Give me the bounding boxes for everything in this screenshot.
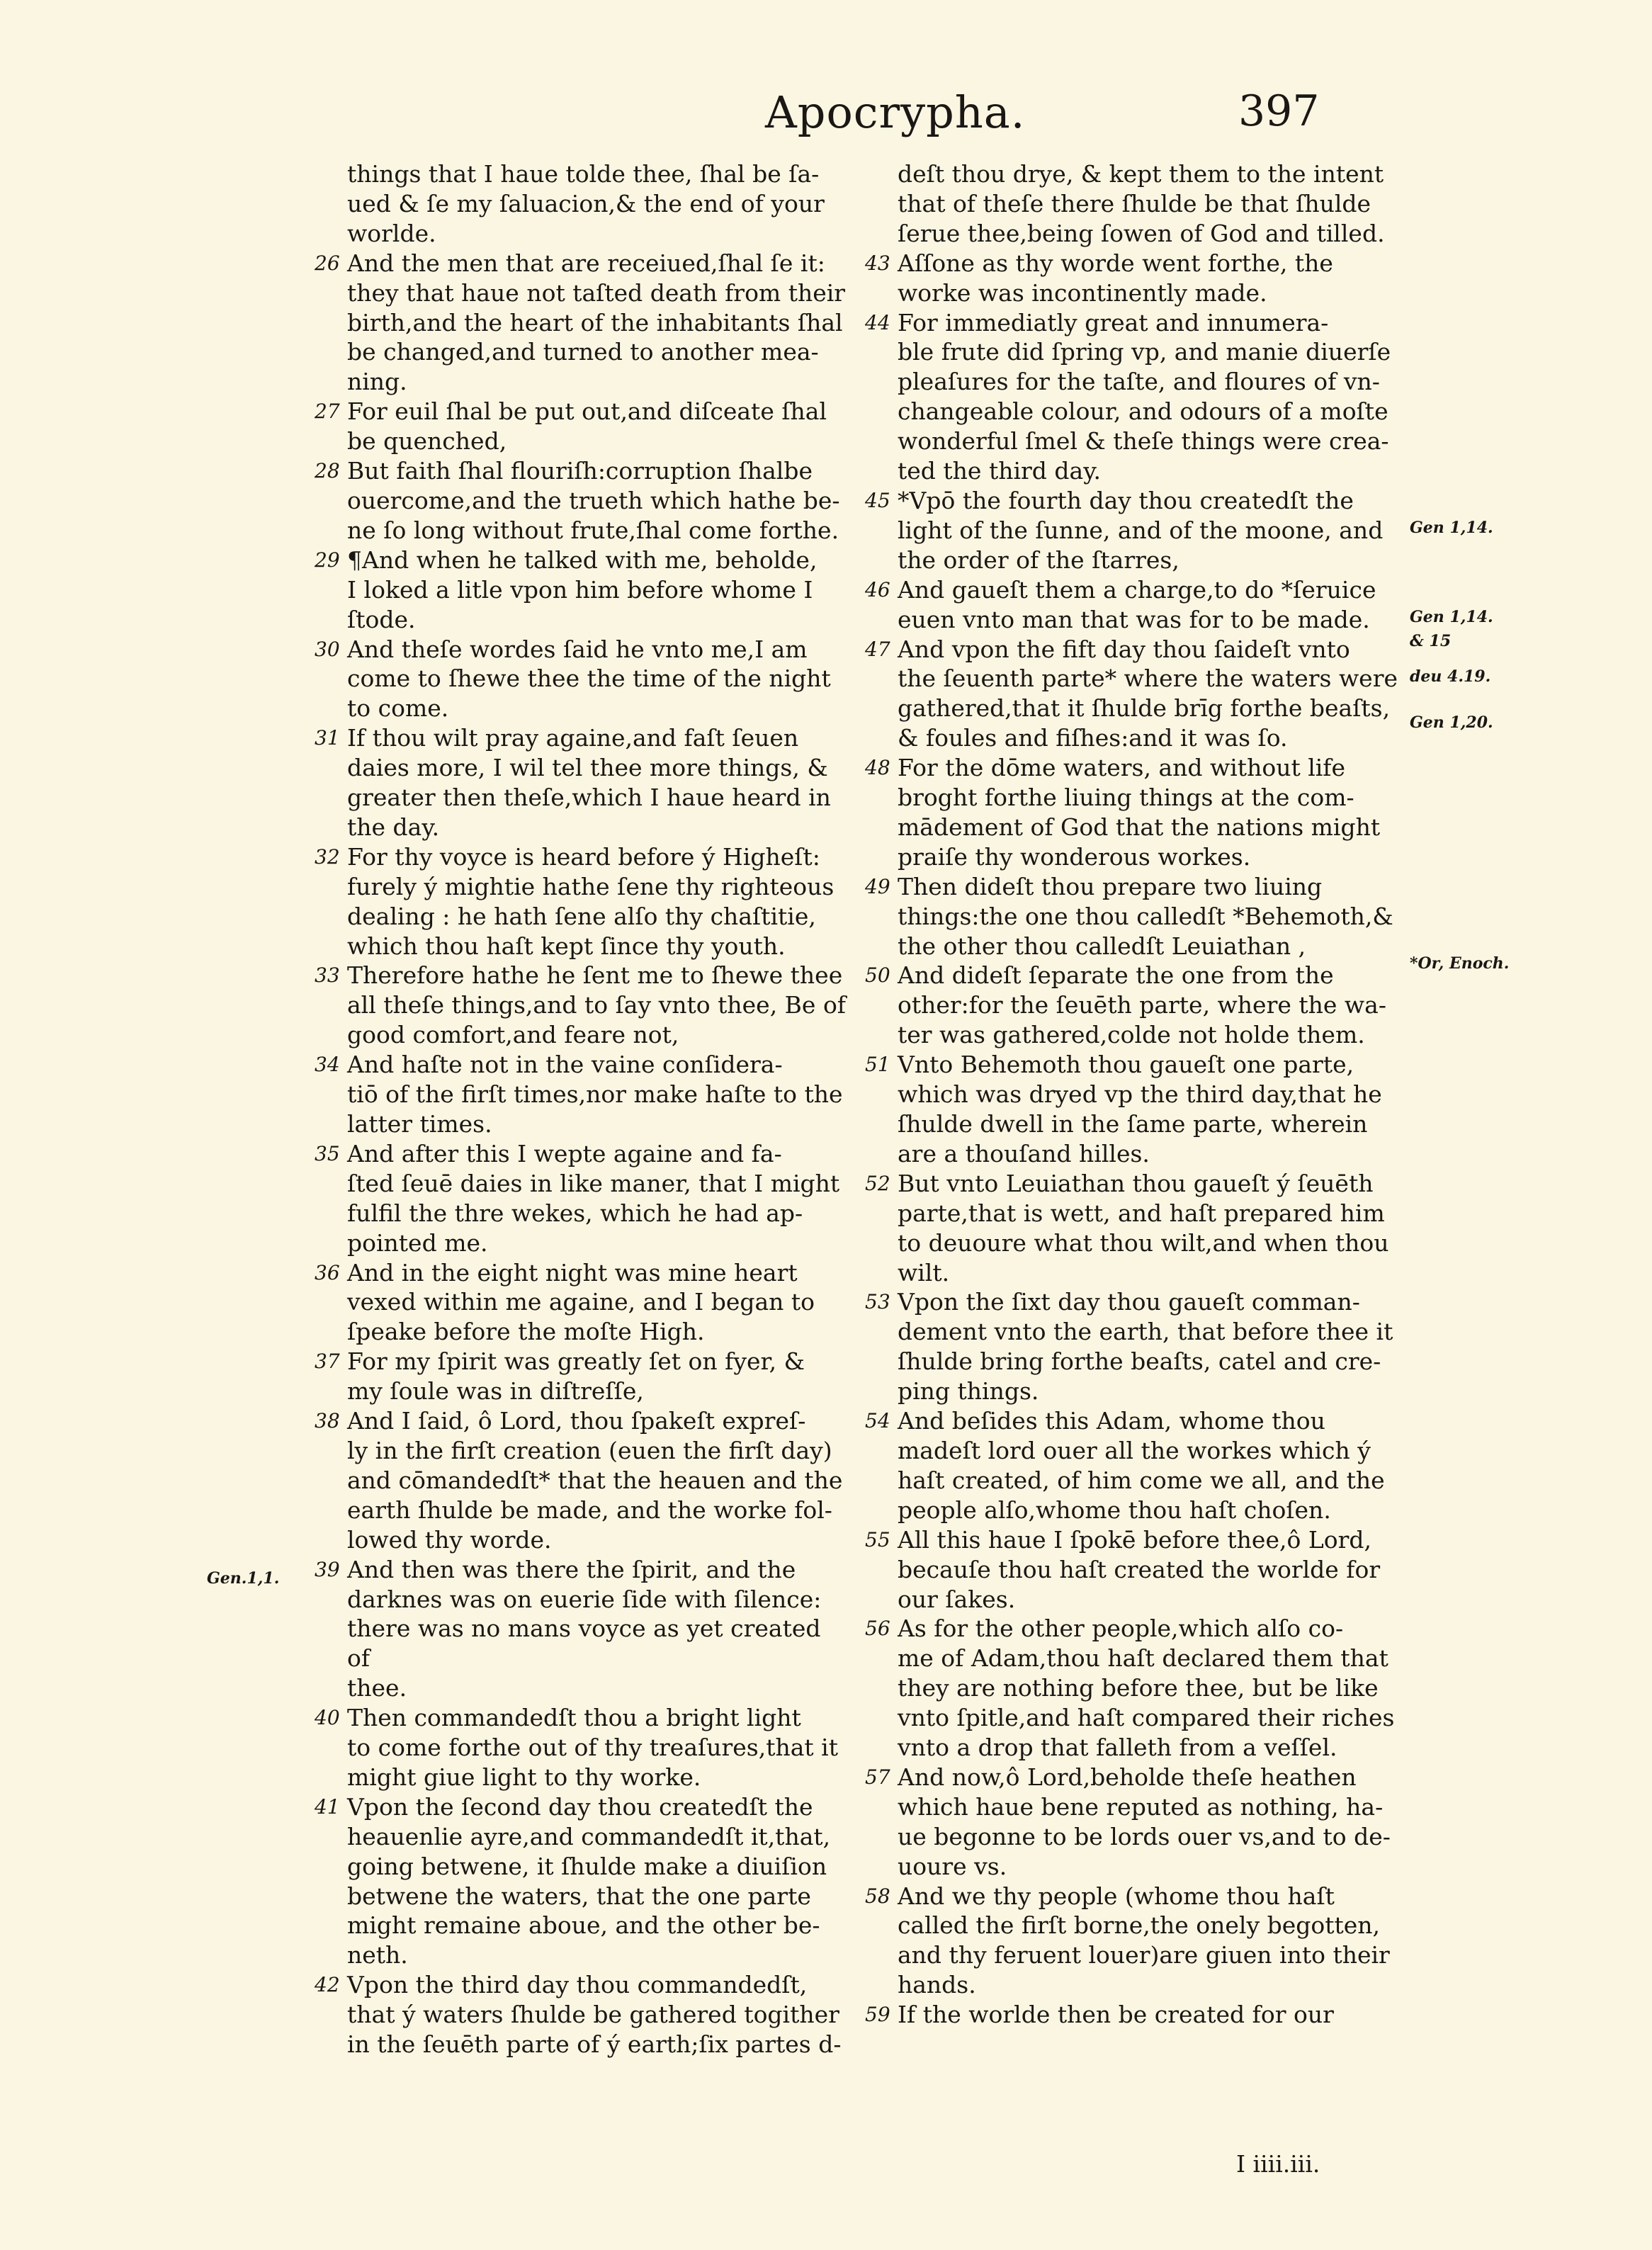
verse [315, 1406, 849, 1555]
verse-text: As for the other people,which alſo co- me of Adam,thou haſt declared them that they are nothing before thee, but be like vnto ſpitle,and haſt compared their riches vnto a drop that falleth from a veſſel. [898, 1615, 1395, 1762]
signature-mark: I iiii.iii. [1236, 2150, 1320, 2178]
verse-number: 34 [315, 1053, 340, 1077]
verse [875, 159, 1399, 249]
verse-number: 33 [315, 963, 340, 988]
verse-text: Vpon the ſecond day thou createdſt the heauenlie ayre,and commandedſt it,that, going betwene, it ſhulde make a diuiſion betwene the waters, that the one parte might remaine aboue, and the other be- neth. [347, 1792, 831, 1969]
verse-text: And now,ô Lord,beholde theſe heathen which haue bene reputed as nothing, ha- ue begonne to be lords ouer vs,and to de- uoure vs. [898, 1763, 1391, 1880]
verse-number: 32 [315, 844, 340, 869]
right-column [865, 159, 1399, 2030]
verse [315, 635, 849, 724]
verse [324, 159, 849, 249]
verse-number: 40 [315, 1706, 340, 1730]
page-header [0, 86, 1652, 143]
verse-text: Then dideſt thou prepare two liuing things:the one thou calledſt *Behemoth,& the other thou calledſt Leuiathan , [898, 872, 1393, 960]
verse-text: If thou wilt pray againe,and faſt ſeuen daies more, I wil tel thee more things, & greater then theſe,which I haue heard in the day. [347, 724, 831, 841]
verse-number: 26 [315, 251, 340, 275]
verse-text: And beſides this Adam, whome thou madeſt lord ouer all the workes which ý haſt created, of him come we all, and the people alſo,whome thou haſt choſen. [898, 1407, 1385, 1524]
verse [865, 961, 1399, 1050]
verse-number: 50 [865, 963, 890, 988]
verse-text: For immediatly great and innumera- ble frute did ſpring vp, and manie diuerſe pleaſures for the taſte, and floures of vn- changeable colour, and odours of a moſte wonderful ſmel & theſe things were crea- ted the third day. [898, 308, 1391, 485]
verse [315, 545, 849, 635]
verse-number: 44 [865, 310, 890, 334]
verse-number: 38 [315, 1409, 340, 1433]
verse [315, 397, 849, 456]
verse [865, 1287, 1399, 1406]
margin-note-deu: deu 4.19. [1410, 667, 1491, 686]
verse-text: ¶And when he talked with me, beholde, I loked a litle vpon him before whome I ſtode. [347, 545, 817, 633]
verse-number: 46 [865, 577, 890, 601]
verse-text: Aſſone as thy worde went forthe, the worke was incontinently made. [898, 249, 1333, 307]
margin-note-et: & 15 [1410, 632, 1452, 650]
margin-note-gen-1-14: Gen 1,14. [1410, 519, 1493, 537]
verse [865, 1763, 1399, 1882]
verse-number: 28 [315, 459, 340, 483]
verse-text: And vpon the fift day thou ſaideſt vnto the ſeuenth parte* where the waters were gathered,that it ſhulde brīg forthe beaſts, & foules and fiſhes:and it was ſo. [898, 635, 1398, 752]
verse [865, 1050, 1399, 1169]
margin-note-or-enoch: *Or, Enoch. [1410, 954, 1510, 973]
verse-number: 47 [865, 637, 890, 661]
left-column [315, 159, 849, 2059]
verse-text: For euil ſhal be put out,and diſceate ſhal be quenched, [347, 397, 827, 456]
verse-text: And I ſaid, ô Lord, thou ſpakeſt expreſ- ly in the firſt creation (euen the firſt day) and cōmandedſt* that the heauen and the earth ſhulde be made, and the worke fol- lowed thy worde. [347, 1407, 843, 1554]
verse-number: 36 [315, 1260, 340, 1284]
verse [865, 1169, 1399, 1288]
verse-number: 43 [865, 251, 890, 275]
verse-text: All this haue I ſpokē before thee,ô Lord, becauſe thou haſt created the worlde for our ſakes. [898, 1525, 1381, 1613]
verse-text: And in the eight night was mine heart vexed within me againe, and I began to ſpeake before the moſte High. [347, 1258, 815, 1346]
verse-number: 30 [315, 637, 340, 661]
verse-text: And we thy people (whome thou haſt called the firſt borne,the onely begotten, and thy feruent louer)are giuen into their hands. [898, 1882, 1390, 1999]
verse-text: But vnto Leuiathan thou gaueſt ý ſeuēth parte,that is wett, and haſt prepared him to deuoure what thou wilt,and when thou wilt. [898, 1169, 1389, 1287]
verse [865, 1882, 1399, 2001]
verse-number: 41 [315, 1794, 340, 1819]
verse [315, 1258, 849, 1347]
verse-number: 52 [865, 1171, 890, 1195]
verse-text: And theſe wordes ſaid he vnto me,I am come to ſhewe thee the time of the night to come. [347, 635, 831, 723]
margin-note-gen-1-20: Gen 1,20. [1410, 713, 1493, 732]
verse [315, 723, 849, 842]
running-title: Apocrypha. [765, 86, 1026, 138]
verse-number: 27 [315, 400, 340, 424]
verse-text: Therefore hathe he ſent me to ſhewe thee all theſe things,and to ſay vnto thee, Be of good comfort,and feare not, [347, 961, 847, 1049]
verse [315, 961, 849, 1050]
verse-text: For thy voyce is heard before ý Higheſt: furely ý mightie hathe ſene thy righteous dealing : he hath ſene alſo thy chaſtitie, which thou haſt kept ſince thy youth. [347, 842, 835, 960]
verse [865, 635, 1399, 754]
verse [865, 1406, 1399, 1525]
verse-text: If the worlde then be created for our [898, 2001, 1334, 2029]
margin-note-gen-1-1: Gen.1,1. [207, 1569, 280, 1588]
verse [865, 872, 1399, 961]
verse-text: Then commandedſt thou a bright light to come forthe out of thy treaſures,that it might giue light to thy worke. [347, 1704, 838, 1791]
verse [865, 486, 1399, 575]
verse-number: 56 [865, 1617, 890, 1641]
verse-number: 54 [865, 1409, 890, 1433]
verse [315, 456, 849, 545]
verse [315, 1970, 849, 2059]
verse-number: 51 [865, 1053, 890, 1077]
verse-number: 49 [865, 874, 890, 898]
verse-number: 53 [865, 1290, 890, 1314]
verse-text: And gaueſt them a charge,to do *ſeruice euen vnto man that was for to be made. [898, 575, 1376, 633]
verse-text: And dideſt ſeparate the one from the other:for the ſeuēth parte, where the wa- ter was gathered,colde not holde them. [898, 961, 1386, 1049]
verse-number: 37 [315, 1350, 340, 1374]
verse-number: 29 [315, 548, 340, 572]
verse [865, 1525, 1399, 1615]
verse-text: *Vpō the fourth day thou createdſt the light of the ſunne, and of the moone, and the order of the ſtarres, [898, 486, 1384, 574]
verse-text: For the dōme waters, and without life broght forthe liuing things at the com- mādement of God that the nations might praiſe thy wonderous workes. [898, 754, 1381, 871]
verse [315, 1703, 849, 1792]
verse-number: 57 [865, 1765, 890, 1789]
margin-note-gen-1-14-b: Gen 1,14. [1410, 608, 1493, 626]
verse [865, 308, 1399, 486]
verse-text: things that I haue tolde thee, ſhal be ſa- ued & ſe my ſaluacion,& the end of your worlde. [347, 160, 825, 247]
verse [865, 753, 1399, 872]
verse-number: 31 [315, 726, 340, 750]
verse-number: 42 [315, 1973, 340, 1997]
verse [315, 1555, 849, 1704]
verse-number: 58 [865, 1884, 890, 1908]
verse [315, 1050, 849, 1139]
verse-number: 59 [865, 2003, 890, 2027]
verse-text: And haſte not in the vaine conſidera- tiō of the firſt times,nor make haſte to the latter times. [347, 1051, 843, 1138]
verse [315, 1792, 849, 1970]
verse-text: Vpon the third day thou commandedſt, that ý waters ſhulde be gathered togither in the ſeuēth parte of ý earth;ſix partes d- [347, 1971, 842, 2059]
verse-number: 55 [865, 1527, 890, 1551]
verse-text: For my ſpirit was greatly ſet on fyer, & my ſoule was in diſtreſſe, [347, 1347, 805, 1406]
verse-text: And after this I wepte againe and fa- ſted ſeuē daies in like maner, that I might fulfil the thre wekes, which he had ap- pointed me. [347, 1139, 840, 1257]
verse [315, 249, 849, 397]
verse [865, 575, 1399, 635]
verse-number: 35 [315, 1141, 340, 1165]
verse [865, 249, 1399, 308]
verse-text: And then was there the ſpirit, and the darknes was on euerie ſide with ſilence: there was no mans voyce as yet created of thee. [347, 1555, 822, 1702]
verse [865, 2000, 1399, 2030]
verse-text: And the men that are receiued,ſhal ſe it: they that haue not taſted death from their birth,and the heart of the inhabitants ſhal be changed,and turned to another mea- ning. [347, 249, 846, 396]
verse [865, 1614, 1399, 1763]
verse-number: 39 [315, 1557, 340, 1581]
verse-text: Vpon the ſixt day thou gaueſt comman- dement vnto the earth, that before thee it ſhulde bring forthe beaſts, catel and cre- ping things. [898, 1288, 1393, 1406]
verse-text: deſt thou drye, & kept them to the intent that of theſe there ſhulde be that ſhulde ſerue thee,being ſowen of God and tilled. [898, 160, 1385, 247]
page-number: 397 [1238, 86, 1320, 136]
verse-number: 45 [865, 488, 890, 512]
verse-number: 48 [865, 756, 890, 780]
verse [315, 1139, 849, 1258]
verse [315, 1347, 849, 1406]
verse-text: Vnto Behemoth thou gaueſt one parte, which was dryed vp the third day,that he ſhulde dwell in the ſame parte, wherein are a thouſand hilles. [898, 1051, 1382, 1168]
verse-text: But faith ſhal flouriſh:corruption ſhalbe ouercome,and the trueth which hathe be- ne ſo long without frute,ſhal come forthe. [347, 457, 840, 544]
verse [315, 842, 849, 961]
